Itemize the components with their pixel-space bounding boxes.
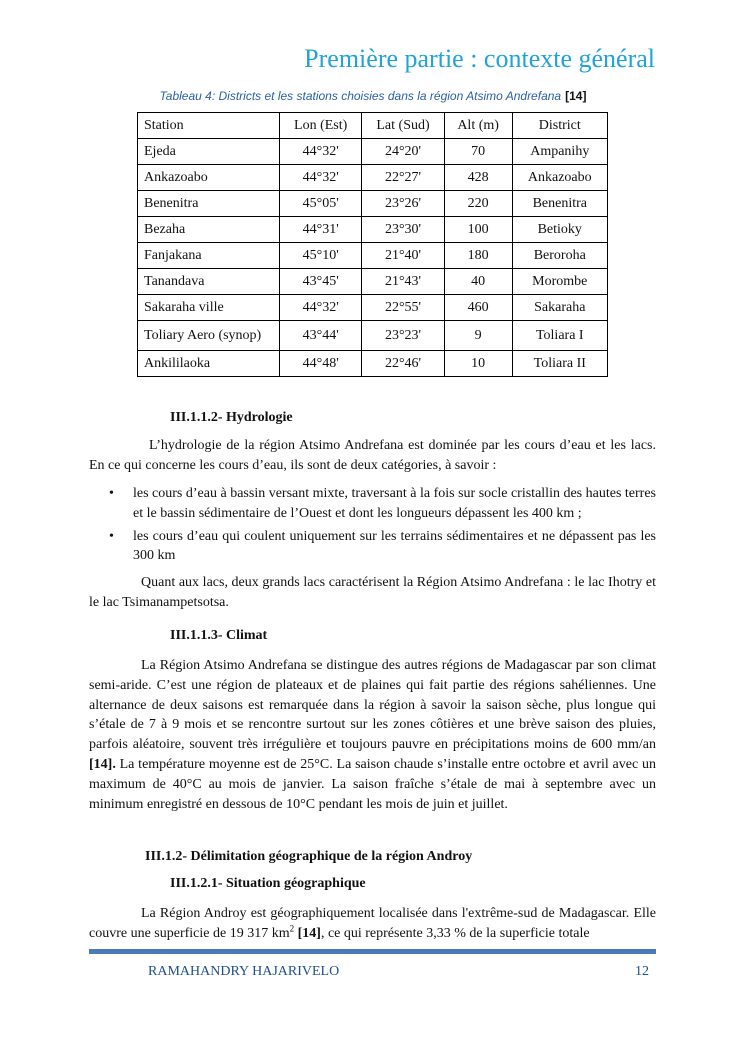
cell-lat: 21°43' <box>362 269 444 295</box>
paragraph-climat-text-b: La température moyenne est de 25°C. La saison chaude s’installe entre octobre et avril avec un maximum de 40°C au mois de janvier. La saison fraîche s’étale de mai à septembre avec un minimum enregistré en dessous de 10°C pendant les mois de juin et juillet. <box>89 756 656 812</box>
table-caption-text: Tableau 4: Districts et les stations choisies dans la région Atsimo Andrefana <box>159 89 562 103</box>
table-caption <box>90 89 656 103</box>
cell-lat: 22°55' <box>362 295 444 321</box>
cell-alt: 220 <box>444 191 512 217</box>
column-header-lon: Lon (Est) <box>280 113 362 139</box>
footer-rule <box>89 949 656 954</box>
table-row <box>138 269 608 295</box>
cell-lat: 23°30' <box>362 217 444 243</box>
cell-lon: 44°48' <box>280 351 362 377</box>
cell-station: Fanjakana <box>138 243 280 269</box>
cell-lon: 45°05' <box>280 191 362 217</box>
stations-table <box>137 112 608 377</box>
cell-district: Sakaraha <box>512 295 607 321</box>
cell-district: Benenitra <box>512 191 607 217</box>
list-item <box>89 484 656 524</box>
cell-station: Ejeda <box>138 139 280 165</box>
cell-district: Ankazoabo <box>512 165 607 191</box>
cell-district: Ampanihy <box>512 139 607 165</box>
cell-alt: 460 <box>444 295 512 321</box>
cell-lat: 23°26' <box>362 191 444 217</box>
column-header-lat: Lat (Sud) <box>362 113 444 139</box>
section-heading-hydrologie: III.1.1.2- Hydrologie <box>170 410 293 425</box>
paragraph-climat <box>89 656 656 814</box>
cell-alt: 9 <box>444 321 512 351</box>
cell-district: Morombe <box>512 269 607 295</box>
cell-lon: 44°32' <box>280 165 362 191</box>
table-row <box>138 295 608 321</box>
cell-station: Ankililaoka <box>138 351 280 377</box>
cell-lon: 44°32' <box>280 295 362 321</box>
bullet-marker: • <box>109 486 114 501</box>
cell-station: Toliary Aero (synop) <box>138 321 280 351</box>
cell-lon: 44°32' <box>280 139 362 165</box>
cell-district: Toliara I <box>512 321 607 351</box>
paragraph-androy <box>89 904 656 944</box>
table-row <box>138 139 608 165</box>
footer-author: RAMAHANDRY HAJARIVELO <box>148 964 340 979</box>
cell-alt: 10 <box>444 351 512 377</box>
cell-lon: 43°45' <box>280 269 362 295</box>
cell-lon: 44°31' <box>280 217 362 243</box>
cell-lat: 23°23' <box>362 321 444 351</box>
superscript: 2 <box>289 923 295 934</box>
list-item-text: les cours d’eau qui coulent uniquement sur les terrains sédimentaires et ne dépassent pas les 300 km <box>133 528 656 564</box>
section-heading-climat: III.1.1.3- Climat <box>170 628 268 643</box>
cell-station: Benenitra <box>138 191 280 217</box>
table-row <box>138 191 608 217</box>
cell-station: Ankazoabo <box>138 165 280 191</box>
citation-ref: [14] <box>297 925 321 941</box>
table-caption-reference: [14] <box>565 89 587 103</box>
cell-lat: 21°40' <box>362 243 444 269</box>
table-header-row <box>138 113 608 139</box>
table-row <box>138 165 608 191</box>
cell-district: Betioky <box>512 217 607 243</box>
cell-lon: 43°44' <box>280 321 362 351</box>
cell-alt: 428 <box>444 165 512 191</box>
cell-alt: 40 <box>444 269 512 295</box>
bullet-marker: • <box>109 528 114 544</box>
cell-alt: 180 <box>444 243 512 269</box>
paragraph-lacs: Quant aux lacs, deux grands lacs caractérisent la Région Atsimo Andrefana : le lac Ihotry et le lac Tsimanampetsotsa. <box>89 575 656 610</box>
column-header-district: District <box>512 113 607 139</box>
cell-alt: 70 <box>444 139 512 165</box>
paragraph-hydrologie-intro: L’hydrologie de la région Atsimo Andrefana est dominée par les cours d’eau et les lacs. En ce qui concerne les cours d’eau, ils sont de deux catégories, à savoir : <box>89 438 656 473</box>
cell-lat: 22°27' <box>362 165 444 191</box>
page-title: Première partie : contexte général <box>304 44 655 73</box>
table-row <box>138 321 608 351</box>
cell-lat: 24°20' <box>362 139 444 165</box>
cell-district: Beroroha <box>512 243 607 269</box>
cell-station: Tanandava <box>138 269 280 295</box>
list-item <box>89 527 656 567</box>
cell-station: Bezaha <box>138 217 280 243</box>
bullet-list-cours-eau <box>89 484 656 569</box>
table-row <box>138 217 608 243</box>
subsection-heading-situation: III.1.2.1- Situation géographique <box>170 876 366 891</box>
cell-station: Sakaraha ville <box>138 295 280 321</box>
cell-lat: 22°46' <box>362 351 444 377</box>
column-header-station: Station <box>138 113 280 139</box>
list-item-text: les cours d’eau à bassin versant mixte, traversant à la fois sur socle cristallin des hautes terres et le bassin sédimentaire de l’Ouest et dont les longueurs dépassent les 400 km ; <box>133 486 656 521</box>
section-heading-androy: III.1.2- Délimitation géographique de la région Androy <box>145 849 473 864</box>
column-header-alt: Alt (m) <box>444 113 512 139</box>
cell-alt: 100 <box>444 217 512 243</box>
table-row <box>138 351 608 377</box>
paragraph-climat-text-a: La Région Atsimo Andrefana se distingue des autres régions de Madagascar par son climat semi-aride. C’est une région de plateaux et de plaines qui fait partie des régions sahéliennes. Une alternance de deux saisons est remarquée dans la région à savoir la saison sèche, plus longue qui s’étale de 7 à 9 mois et se rencontre surtout sur les zones côtières et une brève saison des pluies, parfois aléatoire, souvent très irrégulière et toujours pauvre en précipitations moins de 600 mm/an <box>89 658 656 753</box>
table-row <box>138 243 608 269</box>
cell-lon: 45°10' <box>280 243 362 269</box>
cell-district: Toliara II <box>512 351 607 377</box>
citation-ref: [14]. <box>89 756 116 772</box>
page-number: 12 <box>635 964 649 979</box>
paragraph-androy-text-a: La Région Androy est géographiquement localisée dans l'extrême-sud de Madagascar. Elle couvre une superficie de 19 317 km <box>89 906 656 941</box>
paragraph-androy-text-b: , ce qui représente 3,33 % de la superficie totale <box>320 925 590 941</box>
